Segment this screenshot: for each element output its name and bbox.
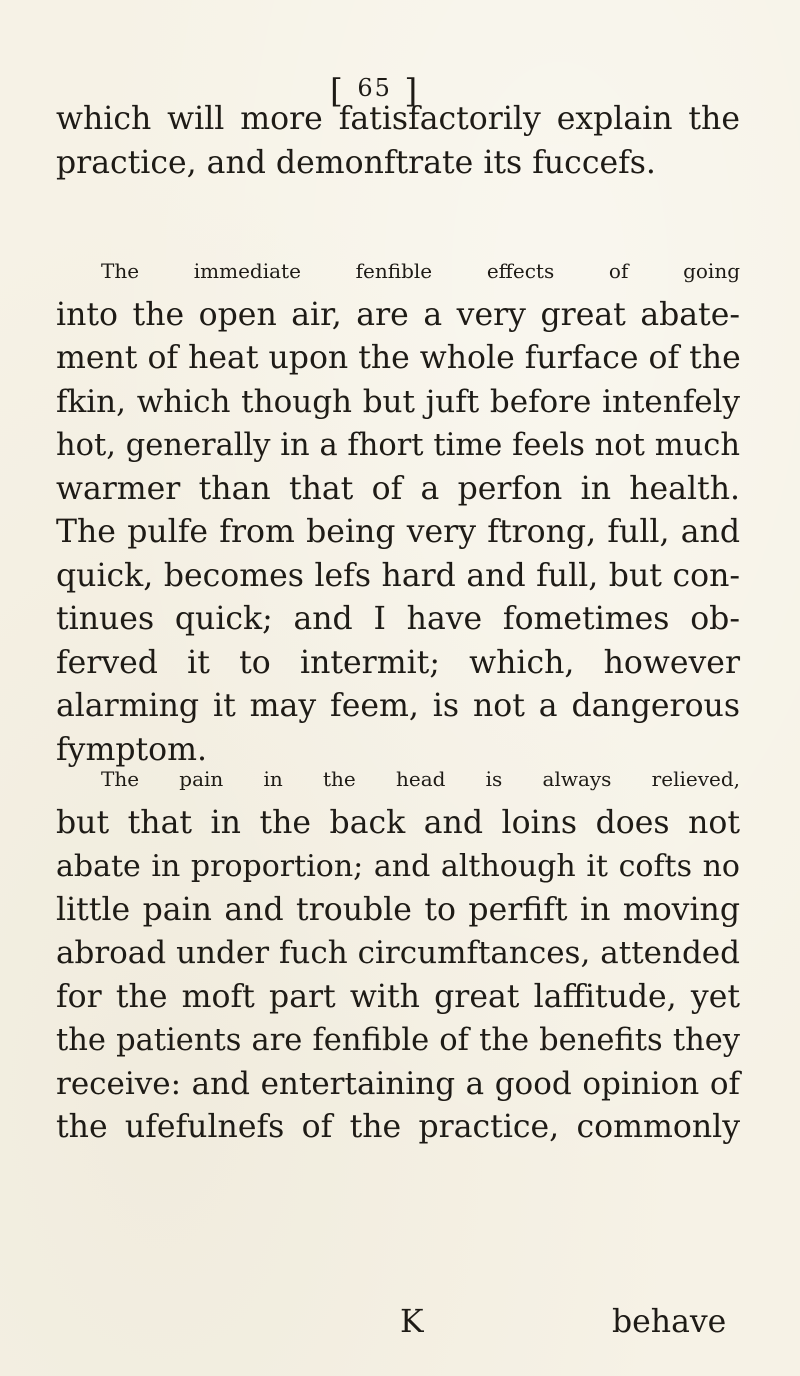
text-line: The immediate fenfible effects of going	[101, 259, 740, 283]
paragraph-continued	[56, 98, 740, 185]
text-line: hot, generally in a fhort time feels not much	[56, 428, 740, 463]
text-line: The pain in the head is always relieved,	[101, 767, 740, 791]
text-line: quick, becomes lefs hard and full, but con-	[56, 557, 740, 594]
header-close-bracket: ]	[404, 71, 420, 110]
catchword: behave	[612, 1304, 727, 1340]
text-line: little pain and trouble to perfift in moving	[56, 891, 740, 928]
text-line: which will more fatisfactorily explain the	[56, 101, 740, 137]
text-line: warmer than that of a perfon in health.	[56, 470, 740, 507]
text-line: but that in the back and loins does not	[56, 804, 740, 841]
text-line: receive: and entertaining a good opinion of	[56, 1065, 740, 1102]
text-line: fymptom.	[56, 731, 207, 768]
paragraph-effects	[56, 250, 740, 772]
text-line: the patients are fenfible of the benefits they	[56, 1023, 740, 1058]
paragraph-pain	[56, 758, 740, 1150]
text-line: ment of heat upon the whole furface of the	[56, 340, 741, 376]
text-line: alarming it may feem, is not a dangerous	[56, 688, 740, 724]
text-line: The pulfe from being very ftrong, full, and	[56, 514, 740, 550]
text-line: into the open air, are a very great abate-	[56, 296, 740, 333]
text-line: tinues quick; and I have fometimes ob-	[56, 601, 740, 637]
text-line: ferved it to intermit; which, however	[56, 644, 740, 681]
text-line: fkin, which though but juft before intenfely	[56, 383, 740, 420]
text-line: for the moft part with great laffitude, yet	[56, 978, 740, 1015]
text-line: practice, and demonftrate its fuccefs.	[56, 144, 656, 181]
text-line: abate in proportion; and although it cofts no	[56, 849, 740, 884]
text-line: the ufefulnefs of the practice, commonly	[56, 1109, 740, 1145]
page-number: 65	[357, 74, 392, 102]
text-line: abroad under fuch circumftances, attended	[56, 935, 740, 971]
signature-mark: K	[400, 1304, 424, 1340]
header-open-bracket: [	[330, 71, 345, 110]
